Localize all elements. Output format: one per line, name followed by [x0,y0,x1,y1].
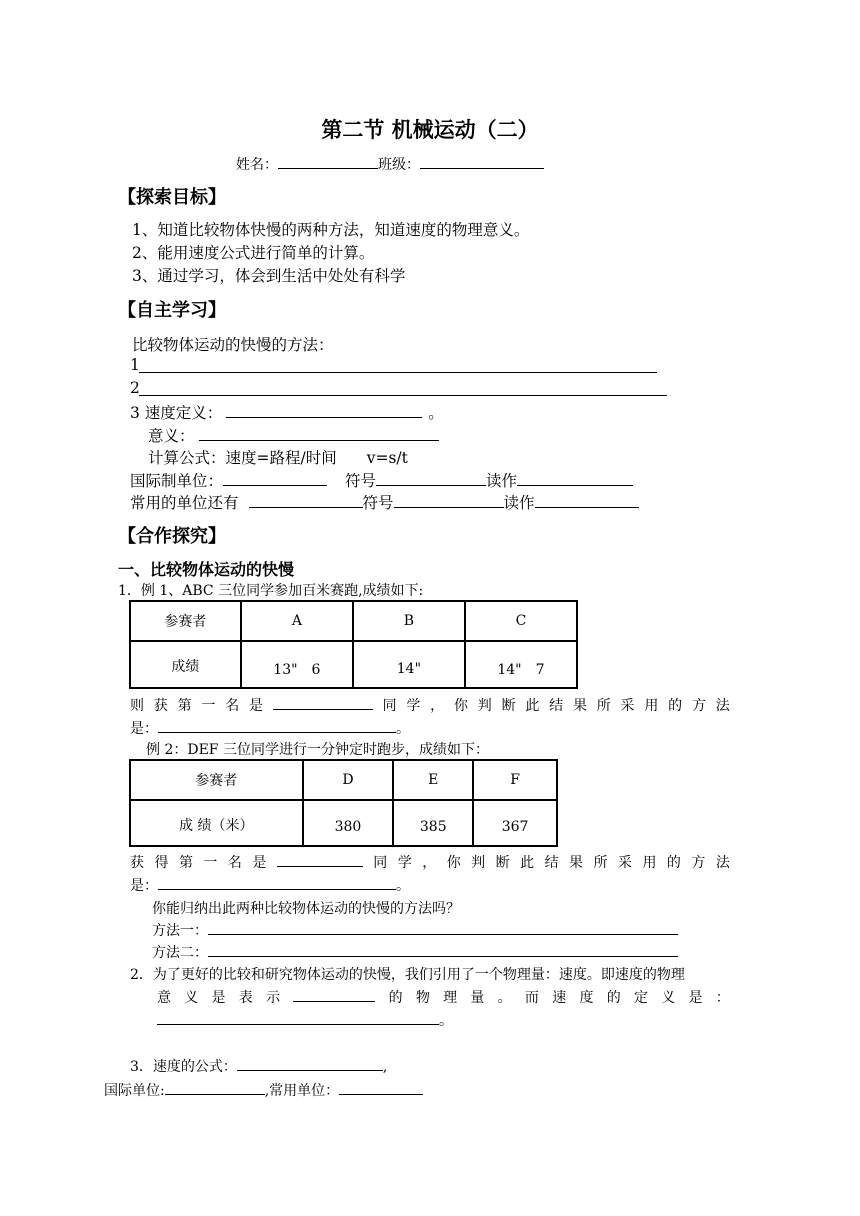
q2-char: 此 [520,855,535,871]
read-label: 读作 [486,472,518,490]
speed-definition-answer-blank[interactable] [157,1010,439,1025]
speed-formula-row [130,1056,387,1076]
p2-end: 。 [439,1013,453,1029]
method-item-2: 2 [130,379,140,397]
table-row [130,641,577,688]
q2-char: ， [422,855,437,871]
speed-definition-label: 3 速度定义： [130,404,223,422]
method-one-row [152,920,678,940]
section-1-heading: 一、比较物体运动的快慢 [118,560,295,579]
q1-char: ， [430,698,445,714]
p2-char: 理 [443,990,458,1006]
method-1-answer-blank[interactable] [158,718,396,733]
table-cell: 385 [393,800,473,846]
summary-question: 你能归纳出此两种比较物体运动的快慢的方法吗？ [152,901,460,917]
speed-definition-row [130,401,444,423]
q2-char: 第 [178,855,193,871]
method-item-1: 1 [130,356,140,374]
meaning-row [148,424,439,446]
q1-line-1 [130,695,730,715]
q2-char: 断 [495,855,510,871]
p2-char: 度 [579,990,594,1006]
read-blank[interactable] [517,471,633,486]
q1-char: 获 [153,698,168,714]
p2-char: 的 [388,990,403,1006]
q2-char: 你 [446,855,461,871]
q2-end: 。 [396,878,410,894]
common-unit-row [130,491,639,513]
self-study-heading: 【自主学习】 [118,300,226,321]
q2-char: 是 [252,855,267,871]
q2-char: 获 [130,855,144,871]
p2-char: 义 [661,990,676,1006]
q2-char: 的 [666,855,681,871]
name-blank[interactable] [278,154,378,169]
table-header-cell: C [465,601,577,641]
speed-definition-end: 。 [428,404,444,422]
read-blank-2[interactable] [535,493,639,508]
speed-formula-end: , [382,1059,388,1075]
p2-char: 。 [497,990,512,1006]
paragraph-2-line-1: 2．为了更好的比较和研究物体运动的快慢，我们引用了一个物理量：速度。即速度的物理 [130,967,685,983]
q2-char: 结 [544,855,559,871]
meaning-label: 意义： [148,427,195,445]
q1-char: 判 [477,698,492,714]
name-class-row [236,154,544,174]
q2-char: 一 [203,855,218,871]
common-unit-blank-2[interactable] [339,1080,423,1095]
symbol-blank-2[interactable] [394,493,504,508]
q1-char: 是 [248,698,263,714]
symbol-label: 符号 [345,472,377,490]
formula-row [148,446,408,468]
q2-char: 所 [593,855,608,871]
table-header-cell: 参赛者 [130,760,303,800]
p2-char: 量 [470,990,485,1006]
self-study-intro: 比较物体运动的快慢的方法： [132,336,334,354]
table-row [130,800,557,846]
p2-char: 定 [633,990,648,1006]
q2-char: 用 [642,855,657,871]
winner-2-blank[interactable] [277,852,363,867]
q2-line-1 [130,852,730,872]
table-cell: 成 绩（米） [130,800,303,846]
table-row [130,760,557,800]
table-cell: 14" 7 [465,641,577,688]
formula-text: 计算公式：速度=路程/时间 [148,449,337,467]
q1-char: 则 [130,698,144,714]
method-2-answer-blank[interactable] [158,875,396,890]
p2-char: 的 [606,990,621,1006]
symbol-blank[interactable] [376,471,486,486]
q1-char: 结 [549,698,564,714]
goal-item-3: 3、通过学习，体会到生活中处处有科学 [132,267,406,285]
method-1-blank[interactable] [139,372,657,373]
units-row [104,1080,423,1100]
q2-char: 名 [227,855,242,871]
goal-item-1: 1、知道比较物体快慢的两种方法，知道速度的物理意义。 [132,221,530,239]
race-results-table [129,600,578,689]
goal-item-2: 2、能用速度公式进行简单的计算。 [132,244,375,262]
table-header-cell: F [473,760,557,800]
q2-char: 学 [397,855,412,871]
p2-char: 而 [524,990,539,1006]
q2-char: 采 [617,855,632,871]
example-1-intro: 1．例 1、ABC 三位同学参加百米赛跑,成绩如下: [118,583,424,599]
q2-char: 同 [373,855,388,871]
page-title: 第二节 机械运动（二） [321,118,539,142]
q1-char: 你 [453,698,468,714]
q1-char: 用 [644,698,659,714]
common-unit-blank[interactable] [249,493,363,508]
si-unit-label: 国际制单位： [130,472,224,490]
speed-formula-label: 3．速度的公式： [130,1059,237,1075]
q1-line-2 [130,718,410,738]
q1-end: 。 [396,721,410,737]
si-unit-blank-2[interactable] [165,1080,265,1095]
q1-char: 方 [691,698,706,714]
table-cell: 380 [303,800,394,846]
table-header-cell: B [353,601,465,641]
q1-char: 同 [382,698,397,714]
method-two-row [152,942,678,962]
q1-char: 一 [201,698,216,714]
table-cell: 367 [473,800,557,846]
q1-char: 法 [715,698,730,714]
coop-heading: 【合作探究】 [118,526,226,547]
method-one-label: 方法一： [152,923,208,939]
table-cell: 13" 6 [241,641,353,688]
table-header-cell: 参赛者 [130,601,241,641]
q1-char: 第 [177,698,192,714]
table-row [130,601,577,641]
goals-heading: 【探索目标】 [118,187,226,208]
name-label: 姓名： [236,157,278,173]
table-header-cell: E [393,760,473,800]
q1-char: 此 [525,698,540,714]
p2-char: 示 [266,990,281,1006]
p2-char: 意 [157,990,171,1006]
speed-formula-blank[interactable] [237,1056,383,1071]
si-unit-blank[interactable] [223,471,327,486]
q2-is-label: 是： [130,878,158,894]
p2-char: ： [715,990,730,1006]
winner-1-blank[interactable] [273,695,373,710]
si-unit-label-2: 国际单位: [104,1083,165,1099]
speed-meaning-blank[interactable] [293,987,375,1002]
p2-char: 物 [415,990,430,1006]
q1-is-label: 是： [130,721,158,737]
table-cell: 成绩 [130,641,241,688]
common-unit-label: 常用的单位还有 [130,494,239,512]
q1-char: 学 [406,698,421,714]
table-cell: 14" [353,641,465,688]
common-unit-label-2: ,常用单位： [264,1083,340,1099]
p2-char: 速 [552,990,567,1006]
formula-symbol: v=s/t [366,449,408,467]
q2-char: 方 [691,855,706,871]
q2-char: 果 [569,855,584,871]
p2-char: 表 [238,990,253,1006]
p2-char: 是 [211,990,226,1006]
timed-run-table [129,759,558,847]
speed-definition-blank[interactable] [226,403,422,418]
q2-line-2 [130,875,410,895]
q1-char: 的 [668,698,683,714]
si-unit-row [130,469,633,491]
table-header-cell: D [303,760,394,800]
method-two-blank[interactable] [208,942,678,957]
q1-char: 名 [225,698,240,714]
class-blank[interactable] [420,154,544,169]
symbol-label-2: 符号 [362,494,394,512]
paragraph-2-line-2 [157,987,730,1007]
paragraph-2-line-3 [157,1010,453,1030]
q1-char: 采 [620,698,635,714]
q2-char: 法 [715,855,730,871]
class-label: 班级： [378,157,420,173]
q1-char: 果 [572,698,587,714]
meaning-blank[interactable] [199,426,439,441]
read-label-2: 读作 [503,494,535,512]
q1-char: 所 [596,698,611,714]
p2-char: 义 [184,990,199,1006]
method-2-blank[interactable] [139,395,667,396]
method-two-label: 方法二： [152,945,208,961]
q2-char: 得 [154,855,169,871]
method-one-blank[interactable] [208,920,678,935]
example-2-intro: 例 2：DEF 三位同学进行一分钟定时跑步，成绩如下： [146,742,489,758]
q1-char: 断 [501,698,516,714]
table-header-cell: A [241,601,353,641]
q2-char: 判 [471,855,486,871]
p2-char: 是 [688,990,703,1006]
